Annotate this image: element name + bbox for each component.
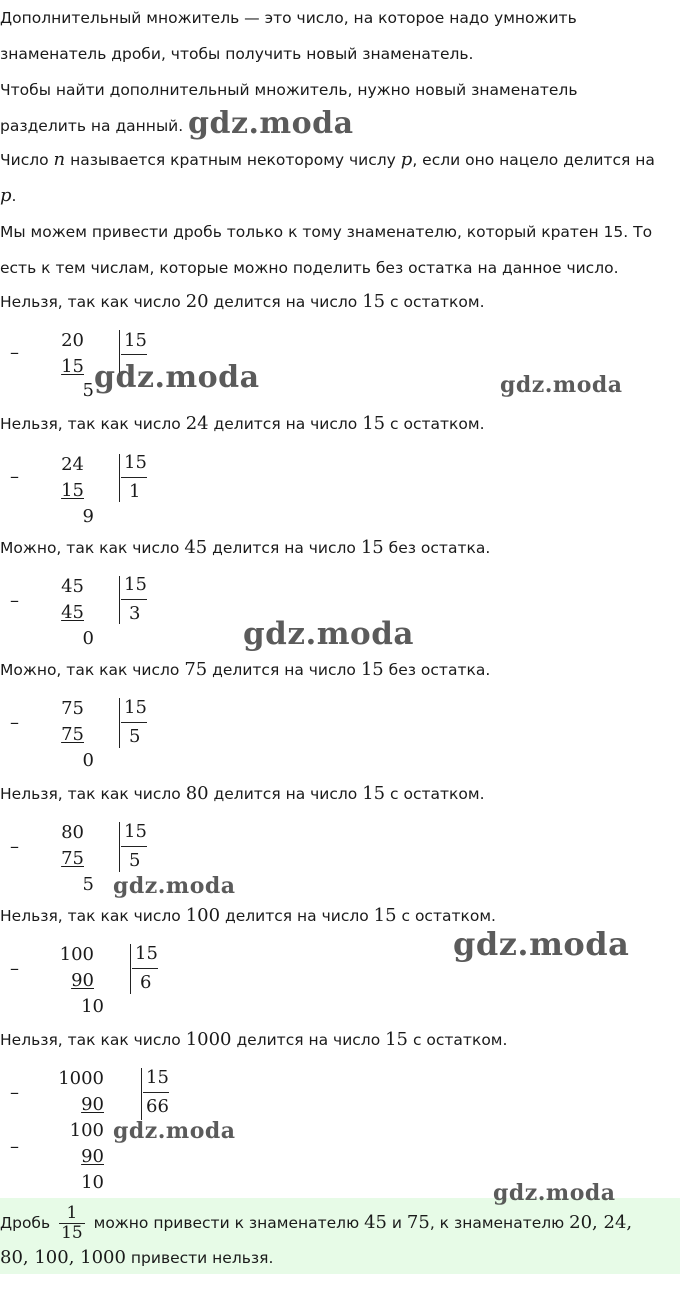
minus-sign: – [10, 1136, 19, 1157]
text: Можно, так как число [0, 661, 185, 679]
dividend: 75 [61, 698, 84, 719]
division-bar [130, 944, 131, 994]
remainder: 5 [82, 874, 94, 895]
remainder: 10 [81, 996, 104, 1017]
text: и [386, 1214, 407, 1232]
divisor: 15 [124, 330, 147, 351]
divisor-line [121, 722, 147, 723]
math-var-n: n [53, 149, 66, 170]
math-number: 15 [385, 1029, 409, 1050]
minus-sign: – [10, 958, 19, 979]
divisor-line [121, 846, 147, 847]
subtrahend: 90 [81, 1146, 104, 1167]
text: Нельзя, так как число [0, 1031, 186, 1049]
math-number-list: 20, 24, [569, 1212, 633, 1233]
remainder: 0 [82, 750, 94, 771]
text: Дробь [0, 1214, 56, 1232]
divisor: 15 [135, 943, 158, 964]
text: с остатком. [396, 907, 496, 925]
paragraph-explain-line1: Мы можем привести дробь только к тому знаменателю, который кратен 15. То [0, 223, 653, 241]
division-bar [119, 822, 120, 872]
case-statement [0, 906, 496, 926]
division-bar [119, 698, 120, 748]
subtrahend: 90 [71, 970, 94, 991]
watermark-logo: gdz.moda [243, 616, 414, 652]
minus-sign: – [10, 712, 19, 733]
text: с остатком. [385, 785, 485, 803]
text: можно привести к знаменателю [88, 1214, 365, 1232]
answer-line1 [0, 1204, 632, 1243]
watermark-logo: gdz.moda [188, 106, 354, 141]
minus-sign: – [10, 342, 19, 363]
text: делится на число [208, 785, 363, 803]
text: называется кратным некоторому числу [65, 151, 401, 169]
remainder: 0 [82, 628, 94, 649]
answer-line2 [0, 1248, 273, 1268]
remainder: 10 [81, 1172, 104, 1193]
text: делится на число [208, 293, 363, 311]
text: Нельзя, так как число [0, 785, 186, 803]
text: делится на число [207, 661, 361, 679]
dividend: 100 [59, 944, 94, 965]
dividend: 1000 [58, 1068, 104, 1089]
math-number: 15 [362, 291, 386, 312]
watermark-logo: gdz.moda [94, 360, 260, 395]
subtrahend: 45 [61, 602, 84, 623]
partial-remainder: 100 [69, 1120, 104, 1141]
divisor: 15 [124, 697, 147, 718]
case-statement [0, 538, 490, 558]
watermark-logo: gdz.moda [493, 1180, 616, 1206]
remainder: 5 [82, 380, 94, 401]
paragraph-multiple-line1 [0, 150, 655, 170]
dividend: 24 [61, 454, 84, 475]
paragraph-rule-line1: Чтобы найти дополнительный множитель, нужно новый знаменатель [0, 81, 578, 99]
quotient: 5 [129, 726, 141, 747]
math-number: 75 [184, 659, 208, 680]
watermark-logo: gdz.moda [113, 1118, 236, 1144]
minus-sign: – [10, 836, 19, 857]
text: с остатком. [385, 293, 485, 311]
dividend: 80 [61, 822, 84, 843]
text: без остатка. [383, 539, 491, 557]
divisor-line [132, 968, 158, 969]
text: делится на число [207, 539, 361, 557]
case-statement [0, 660, 490, 680]
text: Нельзя, так как число [0, 907, 186, 925]
subtrahend: 75 [61, 848, 84, 869]
text: привести нельзя. [125, 1249, 274, 1267]
paragraph-definition-line1: Дополнительный множитель — это число, на которое надо умножить [0, 9, 577, 27]
text: . [11, 187, 17, 205]
math-var-p: p [0, 185, 12, 206]
divisor-line [121, 477, 147, 478]
math-var-p: p [400, 149, 413, 170]
division-bar [119, 576, 120, 624]
quotient: 3 [129, 603, 141, 624]
fraction [59, 1204, 85, 1243]
math-number: 100 [185, 905, 221, 926]
divisor: 15 [124, 452, 147, 473]
paragraph-definition-line2: знаменатель дроби, чтобы получить новый знаменатель. [0, 45, 474, 63]
quotient: 6 [140, 972, 152, 993]
subtrahend: 15 [61, 480, 84, 501]
paragraph-explain-line2: есть к тем числам, которые можно поделить без остатка на данное число. [0, 259, 619, 277]
math-number-list: 80, 100, 1000 [0, 1247, 126, 1268]
math-number: 15 [360, 537, 384, 558]
math-number: 75 [406, 1212, 430, 1233]
math-number: 80 [185, 783, 209, 804]
dividend: 45 [61, 576, 84, 597]
divisor: 15 [146, 1067, 169, 1088]
watermark-logo: gdz.moda [113, 873, 236, 899]
dividend: 20 [61, 330, 84, 351]
divisor: 15 [124, 574, 147, 595]
text: Можно, так как число [0, 539, 185, 557]
text: Нельзя, так как число [0, 415, 186, 433]
paragraph-rule-line2: разделить на данный. [0, 117, 184, 135]
division-bar [119, 454, 120, 502]
divisor-line [121, 599, 147, 600]
text: Нельзя, так как число [0, 293, 186, 311]
case-statement [0, 1030, 507, 1050]
minus-sign: – [10, 466, 19, 487]
minus-sign: – [10, 590, 19, 611]
fraction-denominator: 15 [61, 1223, 83, 1243]
quotient: 1 [129, 481, 141, 502]
answer-box [0, 1198, 680, 1274]
text: Число [0, 151, 54, 169]
divisor-line [143, 1092, 169, 1093]
division-bar [141, 1068, 142, 1120]
remainder: 9 [82, 506, 94, 527]
math-number: 24 [185, 413, 209, 434]
subtrahend: 90 [81, 1094, 104, 1115]
case-statement [0, 784, 485, 804]
text: с остатком. [408, 1031, 508, 1049]
text: делится на число [231, 1031, 386, 1049]
watermark-logo: gdz.moda [453, 925, 630, 963]
quotient: 5 [129, 850, 141, 871]
text: с остатком. [385, 415, 485, 433]
text: делится на число [208, 415, 363, 433]
math-number: 20 [185, 291, 209, 312]
quotient: 66 [146, 1096, 169, 1117]
math-number: 15 [360, 659, 384, 680]
paragraph-multiple-line2 [0, 186, 16, 206]
math-number: 15 [373, 905, 397, 926]
divisor: 15 [124, 821, 147, 842]
divisor-line [121, 354, 147, 355]
case-statement [0, 414, 485, 434]
subtrahend: 15 [61, 356, 84, 377]
subtrahend: 75 [61, 724, 84, 745]
watermark-logo: gdz.moda [500, 372, 623, 398]
text: делится на число [220, 907, 374, 925]
case-statement [0, 292, 485, 312]
minus-sign: – [10, 1082, 19, 1103]
text: , к знаменателю [429, 1214, 570, 1232]
text: , если оно нацело делится на [412, 151, 655, 169]
math-number: 15 [362, 413, 386, 434]
fraction-numerator: 1 [59, 1204, 85, 1224]
math-number: 15 [362, 783, 386, 804]
math-number: 1000 [185, 1029, 232, 1050]
math-number: 45 [184, 537, 208, 558]
math-number: 45 [364, 1212, 387, 1233]
text: без остатка. [383, 661, 491, 679]
